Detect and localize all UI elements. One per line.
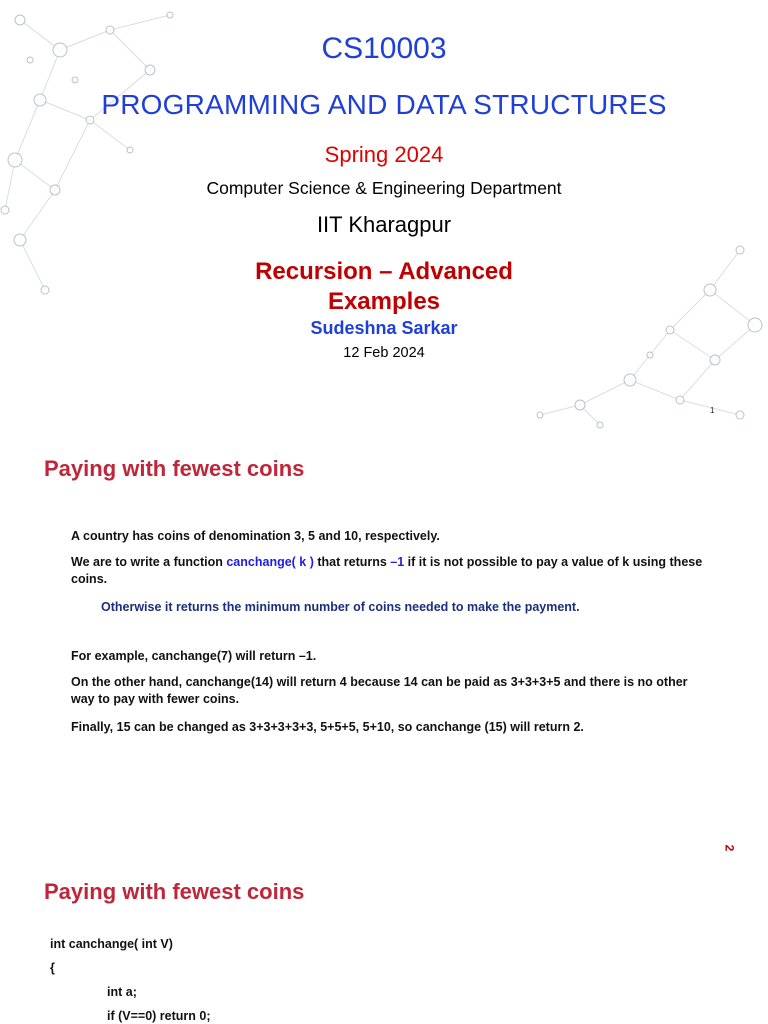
course-title: PROGRAMMING AND DATA STRUCTURES xyxy=(101,89,667,120)
lecture-topic-line1: Recursion – Advanced xyxy=(255,258,513,285)
return-value: –1 xyxy=(390,555,405,569)
code-block xyxy=(50,932,211,1024)
author: Sudeshna Sarkar xyxy=(310,318,458,338)
code-line: { xyxy=(50,961,55,975)
page-number: 1 xyxy=(710,406,715,415)
paragraph: For example, canchange(7) will return –1. xyxy=(71,649,317,663)
content-slide-3 xyxy=(0,866,768,1024)
lecture-topic-line2: Examples xyxy=(327,288,441,315)
paragraph: Finally, 15 can be changed as 3+3+3+3+3, 5+5+5, 5+10, so canchange (15) will return 2. xyxy=(71,720,584,734)
department: Computer Science & Engineering Department xyxy=(206,178,562,198)
course-code: CS10003 xyxy=(321,32,447,65)
slide-title: Paying with fewest coins xyxy=(44,879,305,904)
paragraph-highlight: Otherwise it returns the minimum number of coins needed to make the payment. xyxy=(101,600,580,614)
text-fragment: that returns xyxy=(313,555,391,569)
institute: IIT Kharagpur xyxy=(316,212,452,237)
paragraph: On the other hand, canchange(14) will return 4 because 14 can be paid as 3+3+3+5 and there is no other way to pay with fewer coins. xyxy=(71,675,688,706)
paragraph: A country has coins of denomination 3, 5 and 10, respectively. xyxy=(71,529,440,543)
date: 12 Feb 2024 xyxy=(343,345,425,361)
code-line: if (V==0) return 0; xyxy=(107,1009,211,1023)
term: Spring 2024 xyxy=(324,142,444,167)
code-line: int canchange( int V) xyxy=(50,937,173,951)
title-slide xyxy=(0,0,768,436)
content-slide-2 xyxy=(0,436,768,866)
paragraph xyxy=(71,554,711,588)
text-fragment: We are to write a function xyxy=(71,555,227,569)
page-number: 2 xyxy=(722,844,737,852)
function-name: canchange( k ) xyxy=(226,555,314,569)
text-fragment: if it is not possible to pay a value of k using these coins. xyxy=(71,555,703,586)
lecture-topic xyxy=(0,257,768,317)
slide-title: Paying with fewest coins xyxy=(44,456,305,481)
code-line: int a; xyxy=(107,985,137,999)
